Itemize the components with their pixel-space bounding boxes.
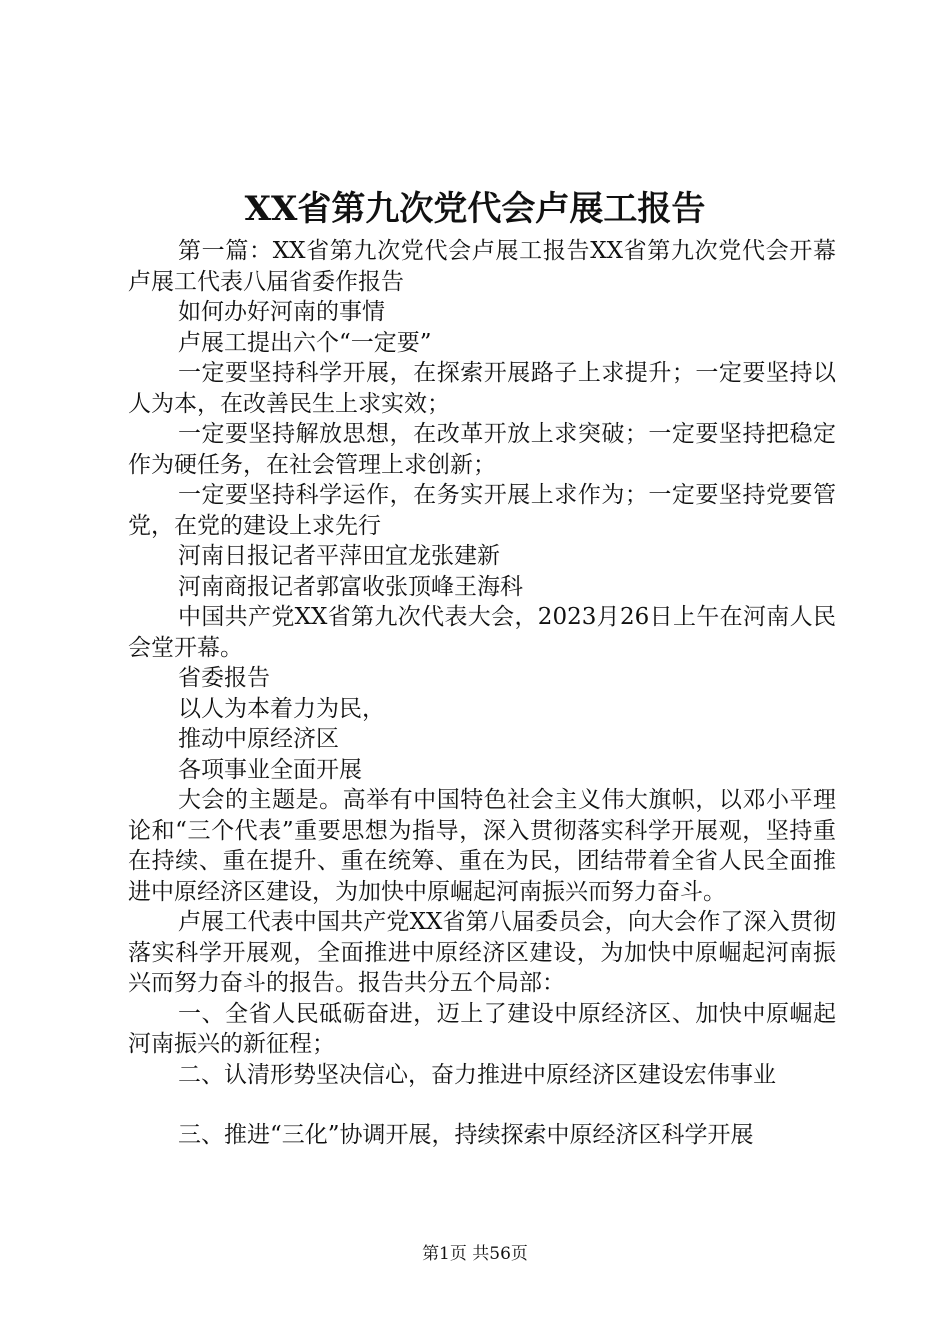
paragraph: 一定要坚持科学运作，在务实开展上求作为；一定要坚持党要管党，在党的建设上求先行 — [128, 482, 836, 539]
paragraph: 如何办好河南的事情 — [178, 299, 385, 325]
paragraph: 省委报告 — [178, 665, 270, 691]
paragraph: 卢展工代表中国共产党XX省第八届委员会，向大会作了深入贯彻落实科学开展观，全面推进中原经济区建设，为加快中原崛起河南振兴而努力奋斗的报告。报告共分五个局部： — [128, 909, 836, 996]
paragraph: 以人为本着力为民， — [178, 695, 385, 722]
paragraph: 卢展工提出六个“一定要” — [178, 329, 432, 356]
paragraph: 河南商报记者郭富收张顶峰王海科 — [178, 573, 523, 600]
paragraph: 第一篇：XX省第九次党代会卢展工报告XX省第九次党代会开幕卢展工代表八届省委作报告 — [128, 238, 836, 295]
paragraph: 大会的主题是。高举有中国特色社会主义伟大旗帜，以邓小平理论和“三个代表”重要思想为指导，深入贯彻落实科学开展观，坚持重在持续、重在提升、重在统筹、重在为民，团结带着全省人民全面推进中原经济区建设，为加快中原崛起河南振兴而努力奋斗。 — [128, 787, 836, 905]
paragraph: 一、全省人民砥砺奋进，迈上了建设中原经济区、加快中原崛起河南振兴的新征程； — [128, 1000, 836, 1057]
paragraph: 各项事业全面开展 — [178, 756, 362, 783]
page-footer: 第1页 共56页 — [422, 1244, 528, 1264]
paragraph: 推动中原经济区 — [178, 726, 339, 752]
paragraph: 河南日报记者平萍田宜龙张建新 — [178, 543, 500, 569]
paragraph: 一定要坚持科学开展，在探索开展路子上求提升；一定要坚持以人为本，在改善民生上求实效； — [128, 360, 836, 417]
paragraph-spacer — [128, 1090, 836, 1120]
document-body — [128, 236, 836, 1151]
paragraph: 一定要坚持解放思想，在改革开放上求突破；一定要坚持把稳定作为硬任务，在社会管理上求创新； — [128, 421, 836, 478]
paragraph: 中国共产党XX省第九次代表大会，2023月26日上午在河南人民会堂开幕。 — [128, 604, 836, 661]
paragraph: 二、认清形势坚决信心，奋力推进中原经济区建设宏伟事业 — [178, 1061, 776, 1088]
document-title: XX省第九次党代会卢展工报告 — [244, 189, 706, 229]
paragraph: 三、推进“三化”协调开展，持续探索中原经济区科学开展 — [178, 1122, 754, 1148]
